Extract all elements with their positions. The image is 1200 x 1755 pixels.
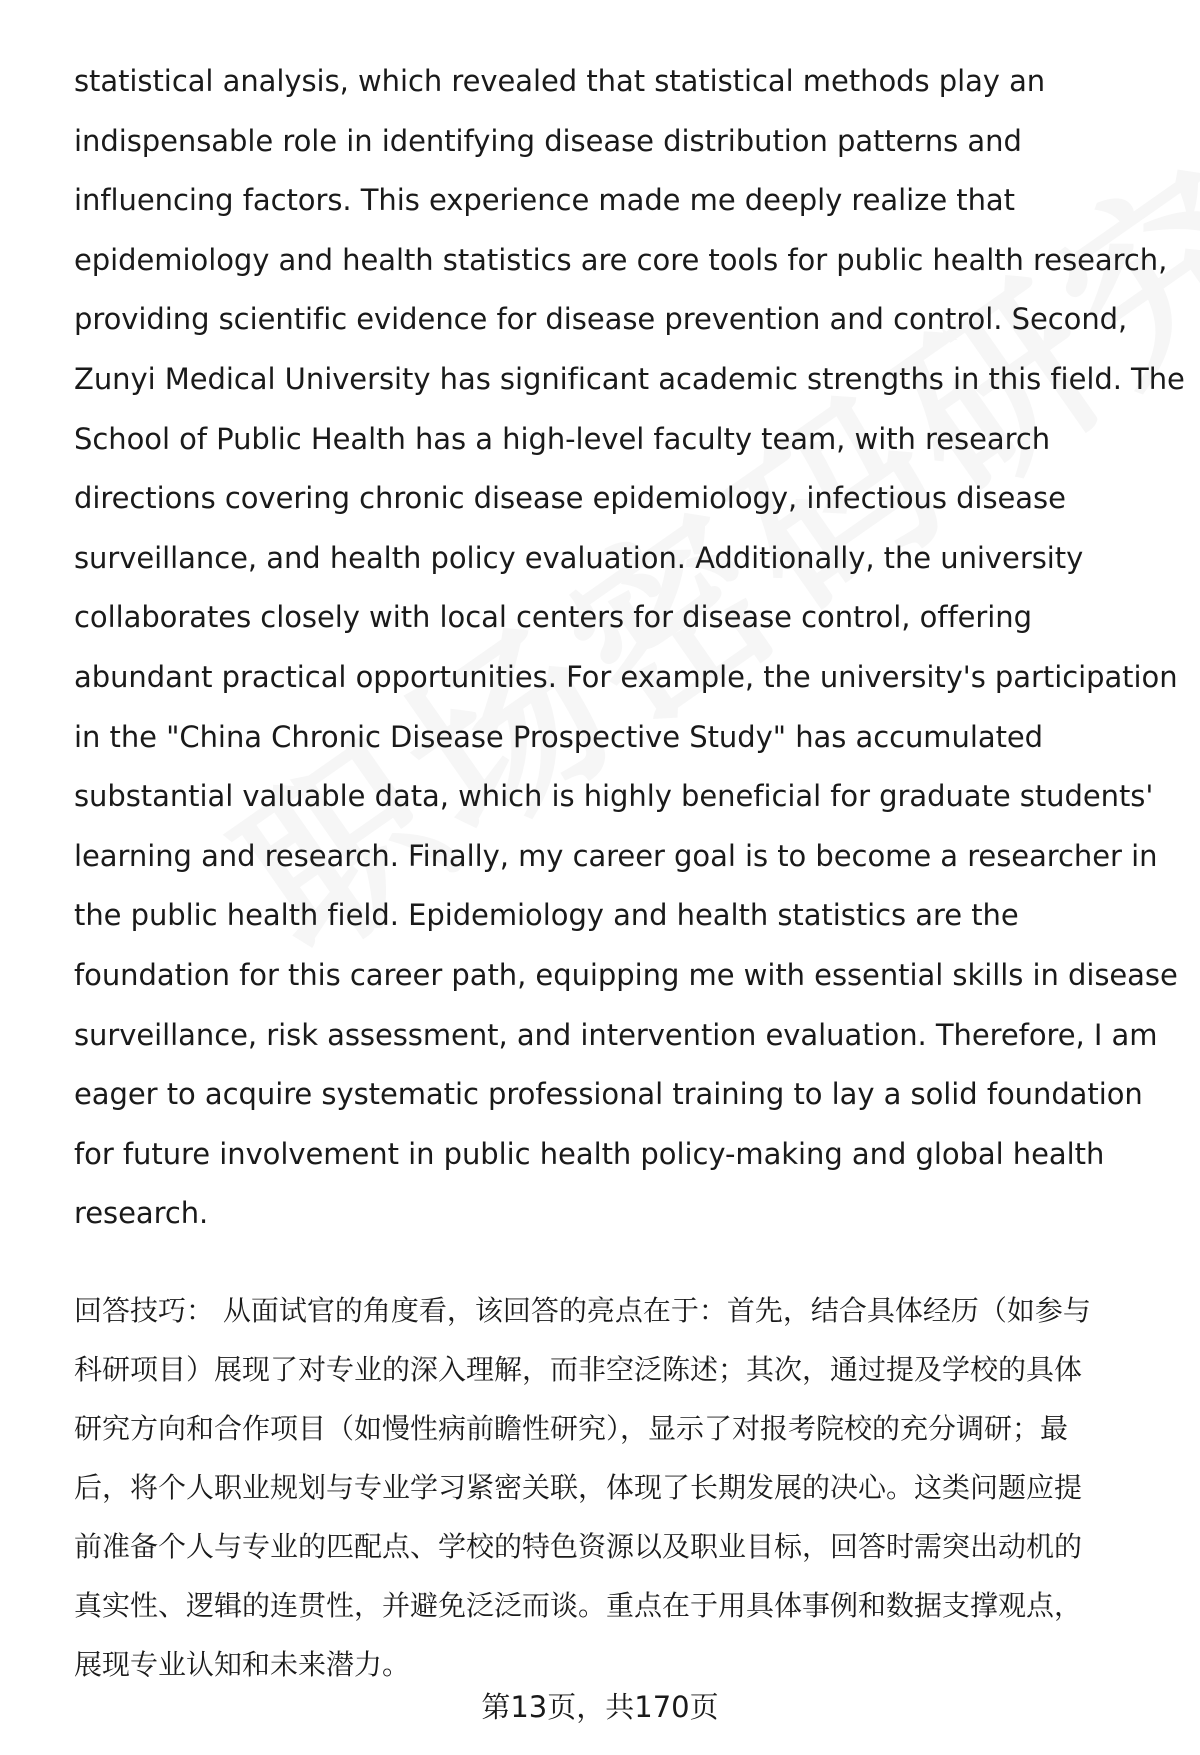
body-line: surveillance, and health policy evaluation. Additionally, the university xyxy=(74,540,1084,575)
body-line: influencing factors. This experience made me deeply realize that xyxy=(74,183,1015,218)
tips-line: 回答技巧： 从面试官的角度看，该回答的亮点在于：首先，结合具体经历（如参与 xyxy=(74,1294,1091,1327)
body-line: providing scientific evidence for disease prevention and control. Second, xyxy=(74,302,1128,337)
tips-line: 展现专业认知和未来潜力。 xyxy=(74,1648,411,1681)
body-line: substantial valuable data, which is highly beneficial for graduate students' xyxy=(74,779,1154,814)
tips-line: 真实性、逻辑的连贯性，并避免泛泛而谈。重点在于用具体事例和数据支撑观点， xyxy=(74,1589,1083,1622)
body-line: directions covering chronic disease epidemiology, infectious disease xyxy=(74,481,1066,516)
tips-line: 后，将个人职业规划与专业学习紧密关联，体现了长期发展的决心。这类问题应提 xyxy=(74,1471,1083,1504)
page-indicator: 第13页，共170页 xyxy=(481,1690,719,1724)
body-line: abundant practical opportunities. For example, the university's participation xyxy=(74,659,1178,694)
body-line: collaborates closely with local centers for disease control, offering xyxy=(74,600,1032,635)
body-line: surveillance, risk assessment, and intervention evaluation. Therefore, I am xyxy=(74,1017,1158,1052)
body-line: learning and research. Finally, my career goal is to become a researcher in xyxy=(74,838,1158,873)
tips-line: 前准备个人与专业的匹配点、学校的特色资源以及职业目标，回答时需突出动机的 xyxy=(74,1530,1083,1563)
body-line: the public health field. Epidemiology and health statistics are the xyxy=(74,898,1019,933)
body-line: epidemiology and health statistics are core tools for public health research, xyxy=(74,242,1168,277)
body-line: for future involvement in public health policy-making and global health xyxy=(74,1136,1105,1171)
body-line: in the "China Chronic Disease Prospective Study" has accumulated xyxy=(74,719,1044,754)
body-line: Zunyi Medical University has significant academic strengths in this field. The xyxy=(74,361,1185,396)
tips-line: 科研项目）展现了对专业的深入理解，而非空泛陈述；其次，通过提及学校的具体 xyxy=(74,1353,1083,1386)
body-text xyxy=(74,52,1185,1244)
body-line: foundation for this career path, equipping me with essential skills in disease xyxy=(74,957,1178,992)
body-line: indispensable role in identifying disease distribution patterns and xyxy=(74,123,1022,158)
body-line: research. xyxy=(74,1196,209,1231)
tips-line: 研究方向和合作项目（如慢性病前瞻性研究），显示了对报考院校的充分调研；最 xyxy=(74,1412,1069,1445)
body-line: eager to acquire systematic professional training to lay a solid foundation xyxy=(74,1077,1143,1112)
body-line: statistical analysis, which revealed that statistical methods play an xyxy=(74,64,1046,98)
answer-tips xyxy=(74,1281,1164,1694)
body-line: School of Public Health has a high-level faculty team, with research xyxy=(74,421,1051,456)
